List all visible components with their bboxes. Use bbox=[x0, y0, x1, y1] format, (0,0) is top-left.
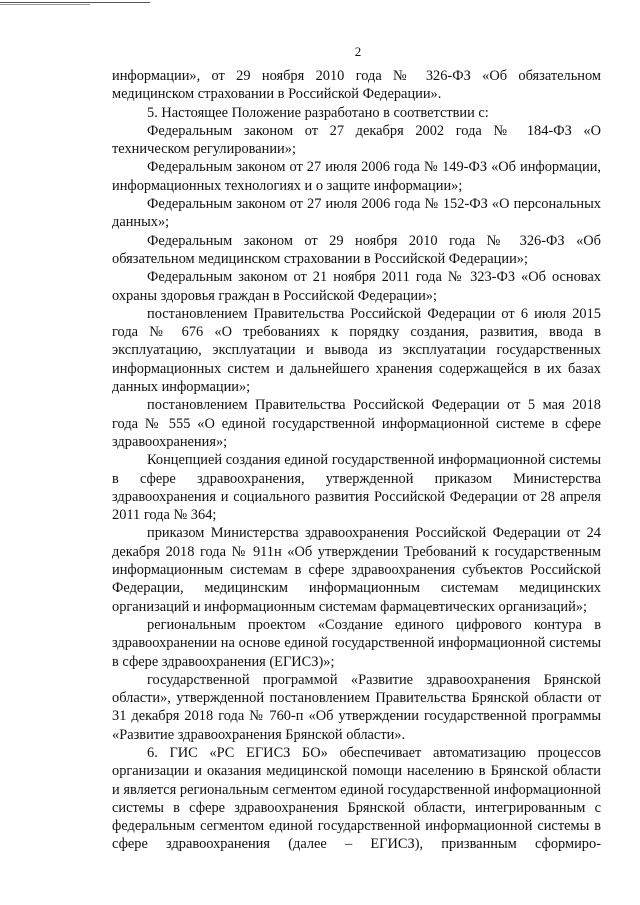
paragraph-decree-555: постановлением Правительства Российской Федерации от 5 мая 2018 года № 555 «О единой государственной информационной системе в сфере здравоохранения»; bbox=[112, 397, 601, 450]
document-body bbox=[112, 67, 601, 854]
paragraph-law-326: Федеральным законом от 29 ноября 2010 года № 326-ФЗ «Об обязательном медицинском страховании в Российской Федерации»; bbox=[112, 232, 601, 267]
paragraph-law-323: Федеральным законом от 21 ноября 2011 года № 323-ФЗ «Об основах охраны здоровья граждан в Российской Федерации»; bbox=[112, 269, 601, 304]
paragraph-law-152: Федеральным законом от 27 июля 2006 года № 152-ФЗ «О персональных данных»; bbox=[112, 196, 601, 231]
header-rule bbox=[0, 2, 150, 3]
paragraph-decree-676: постановлением Правительства Российской Федерации от 6 июля 2015 года № 676 «О требованиях к порядку создания, развития, ввода в эксплуатацию, эксплуатации и вывода из эксплуатации государственных информационных систем и дальнейшего хранения содержащейся в их базах данных информации»; bbox=[112, 305, 601, 396]
paragraph-law-184: Федеральным законом от 27 декабря 2002 года № 184-ФЗ «О техническом регулировании»; bbox=[112, 122, 601, 158]
paragraph-continuation: информации», от 29 ноября 2010 года № 326-ФЗ «Об обязательном медицинском страховании в Российской Федерации». bbox=[112, 68, 601, 103]
paragraph-state-program: государственной программой «Развитие здравоохранения Брянской области», утвержденной постановлением Правительства Брянской области от 31 декабря 2018 года № 760-п «Об утверждении государственной программы «Развитие здравоохранения Брянской области». bbox=[112, 671, 601, 743]
page-number: 2 bbox=[354, 44, 362, 59]
paragraph-order-911n: приказом Министерства здравоохранения Российской Федерации от 24 декабря 2018 года № 911н «Об утверждении Требований к государственным информационным системам в сфере здравоохранения субъектов Российской Федерации, медицинским информационным системам медицинских организаций и информационным системам фармацевтических организаций»; bbox=[112, 525, 601, 615]
header-rule-secondary bbox=[0, 4, 90, 5]
paragraph-regional-project: региональным проектом «Создание единого цифрового контура в здравоохранении на основе единой государственной информационной системы в сфере здравоохранения (ЕГИСЗ)»; bbox=[112, 616, 601, 670]
paragraph-item-5: 5. Настоящее Положение разработано в соответствии с: bbox=[147, 104, 489, 121]
paragraph-concept-364: Концепцией создания единой государственной информационной системы в сфере здравоохранения, утвержденной приказом Министерства здравоохранения и социального развития Российской Федерации от 28 апреля 2011 года № 364; bbox=[112, 452, 601, 524]
paragraph-item-6: 6. ГИС «РС ЕГИСЗ БО» обеспечивает автоматизацию процессов организации и оказания медицинской помощи населению в Брянской области и является региональным сегментом единой государственной информационной системы в сфере здравоохранения Брянской области, интегрированным с федеральным сегментом единой государственной информационной системы в сфере здравоохранения (далее – ЕГИСЗ), призванным сформиро- bbox=[112, 744, 601, 853]
paragraph-law-149: Федеральным законом от 27 июля 2006 года № 149-ФЗ «Об информации, информационных технологиях и о защите информации»; bbox=[112, 159, 601, 194]
